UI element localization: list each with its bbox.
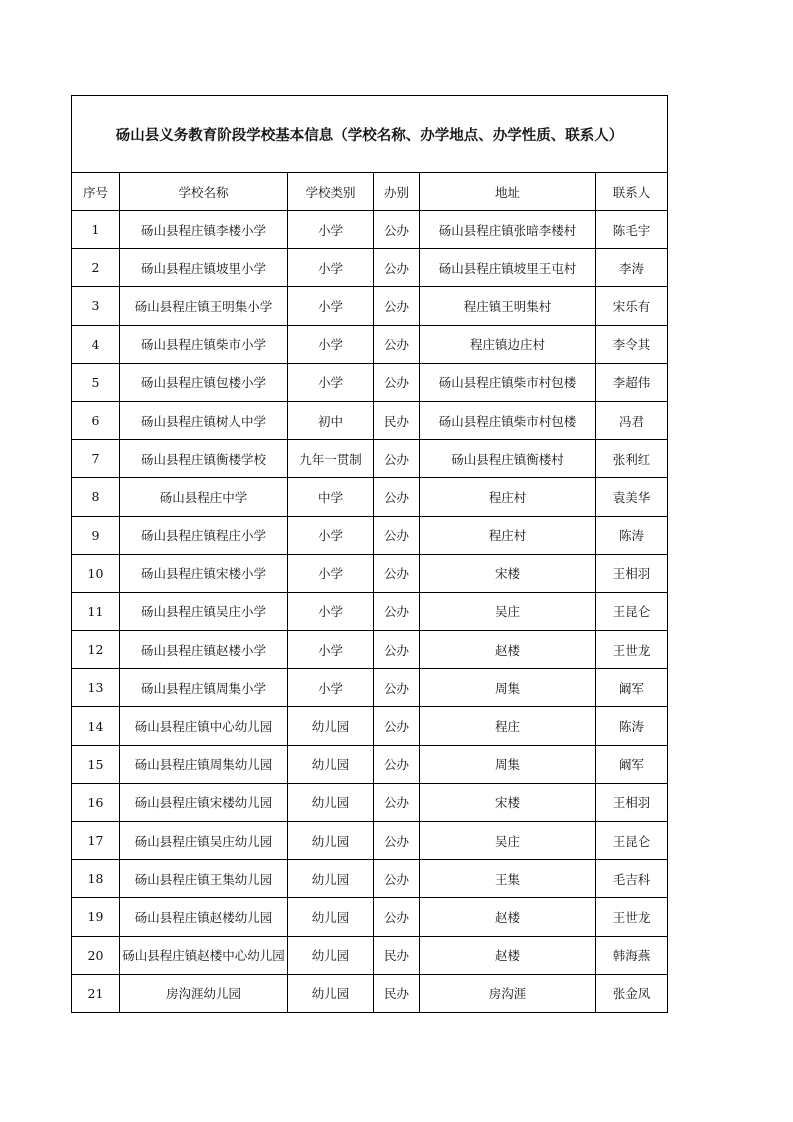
table-row [72,974,668,1012]
cell-school-name: 砀山县程庄镇中心幼儿园 [120,707,288,745]
cell-school-type: 中学 [288,478,374,516]
cell-contact: 陈毛宇 [596,211,668,249]
cell-school-type: 幼儿园 [288,783,374,821]
cell-contact: 毛吉科 [596,860,668,898]
table-row [72,440,668,478]
cell-no: 13 [72,669,120,707]
cell-no: 8 [72,478,120,516]
cell-address: 砀山县程庄镇柴市村包楼 [420,363,596,401]
cell-school-type: 小学 [288,669,374,707]
table-row [72,631,668,669]
cell-run-type: 民办 [374,974,420,1012]
cell-school-name: 砀山县程庄镇赵楼中心幼儿园 [120,936,288,974]
table-row [72,401,668,439]
cell-run-type: 公办 [374,592,420,630]
cell-address: 赵楼 [420,936,596,974]
cell-run-type: 民办 [374,936,420,974]
table-row [72,669,668,707]
cell-school-name: 砀山县程庄镇树人中学 [120,401,288,439]
cell-school-name: 砀山县程庄镇周集小学 [120,669,288,707]
cell-run-type: 公办 [374,669,420,707]
cell-school-name: 砀山县程庄镇赵楼幼儿园 [120,898,288,936]
header-address: 地址 [420,173,596,211]
cell-contact: 袁美华 [596,478,668,516]
cell-contact: 王世龙 [596,631,668,669]
cell-no: 16 [72,783,120,821]
cell-address: 程庄 [420,707,596,745]
cell-school-type: 幼儿园 [288,860,374,898]
cell-no: 1 [72,211,120,249]
header-contact: 联系人 [596,173,668,211]
cell-school-type: 小学 [288,363,374,401]
cell-address: 砀山县程庄镇柴市村包楼 [420,401,596,439]
cell-address: 周集 [420,669,596,707]
cell-address: 吴庄 [420,592,596,630]
school-info-sheet [71,95,667,1013]
cell-no: 21 [72,974,120,1012]
cell-run-type: 公办 [374,554,420,592]
cell-contact: 阚军 [596,669,668,707]
cell-address: 吴庄 [420,822,596,860]
cell-no: 4 [72,325,120,363]
table-row [72,249,668,287]
cell-run-type: 公办 [374,478,420,516]
cell-contact: 陈涛 [596,516,668,554]
cell-run-type: 公办 [374,860,420,898]
cell-school-type: 小学 [288,516,374,554]
cell-no: 15 [72,745,120,783]
table-row [72,516,668,554]
header-type: 学校类别 [288,173,374,211]
cell-contact: 王相羽 [596,783,668,821]
cell-run-type: 公办 [374,325,420,363]
cell-contact: 冯君 [596,401,668,439]
cell-contact: 王世龙 [596,898,668,936]
cell-contact: 王昆仑 [596,592,668,630]
cell-no: 6 [72,401,120,439]
cell-school-name: 砀山县程庄镇柴市小学 [120,325,288,363]
cell-school-type: 小学 [288,211,374,249]
cell-school-name: 砀山县程庄中学 [120,478,288,516]
cell-address: 程庄村 [420,478,596,516]
cell-school-name: 砀山县程庄镇赵楼小学 [120,631,288,669]
cell-run-type: 公办 [374,211,420,249]
table-row [72,211,668,249]
cell-school-name: 砀山县程庄镇王明集小学 [120,287,288,325]
table-row [72,783,668,821]
school-info-table [71,95,668,1013]
header-run: 办别 [374,173,420,211]
cell-address: 砀山县程庄镇坡里王屯村 [420,249,596,287]
cell-address: 王集 [420,860,596,898]
table-row [72,287,668,325]
cell-run-type: 公办 [374,440,420,478]
cell-contact: 李令其 [596,325,668,363]
cell-address: 房沟涯 [420,974,596,1012]
table-row [72,745,668,783]
cell-contact: 王昆仑 [596,822,668,860]
cell-address: 砀山县程庄镇衡楼村 [420,440,596,478]
cell-school-type: 小学 [288,325,374,363]
cell-school-name: 砀山县程庄镇吴庄小学 [120,592,288,630]
cell-no: 17 [72,822,120,860]
cell-school-type: 小学 [288,554,374,592]
cell-school-type: 幼儿园 [288,745,374,783]
cell-school-name: 砀山县程庄镇周集幼儿园 [120,745,288,783]
table-row [72,592,668,630]
table-row [72,707,668,745]
cell-address: 宋楼 [420,554,596,592]
table-row [72,478,668,516]
cell-address: 程庄镇边庄村 [420,325,596,363]
cell-run-type: 公办 [374,249,420,287]
cell-no: 18 [72,860,120,898]
cell-address: 砀山县程庄镇张暗李楼村 [420,211,596,249]
cell-school-type: 小学 [288,287,374,325]
cell-run-type: 公办 [374,898,420,936]
cell-school-name: 砀山县程庄镇衡楼学校 [120,440,288,478]
cell-contact: 陈涛 [596,707,668,745]
cell-address: 周集 [420,745,596,783]
cell-school-name: 砀山县程庄镇程庄小学 [120,516,288,554]
cell-school-name: 砀山县程庄镇包楼小学 [120,363,288,401]
cell-run-type: 民办 [374,401,420,439]
cell-school-type: 幼儿园 [288,898,374,936]
table-row [72,860,668,898]
cell-no: 19 [72,898,120,936]
cell-run-type: 公办 [374,287,420,325]
cell-no: 20 [72,936,120,974]
table-row [72,554,668,592]
cell-no: 12 [72,631,120,669]
cell-address: 赵楼 [420,898,596,936]
cell-no: 10 [72,554,120,592]
cell-school-type: 幼儿园 [288,707,374,745]
cell-no: 3 [72,287,120,325]
cell-contact: 张金凤 [596,974,668,1012]
table-row [72,325,668,363]
cell-contact: 阚军 [596,745,668,783]
cell-contact: 宋乐有 [596,287,668,325]
cell-contact: 李超伟 [596,363,668,401]
cell-school-type: 幼儿园 [288,974,374,1012]
cell-school-type: 九年一贯制 [288,440,374,478]
header-row [72,173,668,211]
cell-school-name: 砀山县程庄镇李楼小学 [120,211,288,249]
cell-school-name: 砀山县程庄镇吴庄幼儿园 [120,822,288,860]
cell-school-type: 小学 [288,631,374,669]
cell-run-type: 公办 [374,707,420,745]
cell-no: 7 [72,440,120,478]
cell-no: 2 [72,249,120,287]
cell-run-type: 公办 [374,363,420,401]
cell-run-type: 公办 [374,745,420,783]
cell-no: 5 [72,363,120,401]
cell-school-type: 幼儿园 [288,822,374,860]
cell-school-type: 初中 [288,401,374,439]
cell-contact: 张利红 [596,440,668,478]
cell-no: 11 [72,592,120,630]
cell-school-name: 砀山县程庄镇宋楼幼儿园 [120,783,288,821]
cell-school-type: 小学 [288,592,374,630]
table-title: 砀山县义务教育阶段学校基本信息（学校名称、办学地点、办学性质、联系人） [72,96,668,173]
cell-run-type: 公办 [374,783,420,821]
cell-school-name: 房沟涯幼儿园 [120,974,288,1012]
cell-school-name: 砀山县程庄镇王集幼儿园 [120,860,288,898]
cell-address: 程庄村 [420,516,596,554]
cell-school-name: 砀山县程庄镇坡里小学 [120,249,288,287]
table-body [72,211,668,1013]
cell-address: 程庄镇王明集村 [420,287,596,325]
cell-address: 赵楼 [420,631,596,669]
cell-no: 14 [72,707,120,745]
cell-school-type: 幼儿园 [288,936,374,974]
cell-contact: 王相羽 [596,554,668,592]
cell-run-type: 公办 [374,631,420,669]
cell-contact: 韩海燕 [596,936,668,974]
cell-school-type: 小学 [288,249,374,287]
cell-run-type: 公办 [374,822,420,860]
cell-run-type: 公办 [374,516,420,554]
cell-no: 9 [72,516,120,554]
cell-contact: 李涛 [596,249,668,287]
table-row [72,898,668,936]
table-row [72,822,668,860]
table-row [72,936,668,974]
table-row [72,363,668,401]
cell-address: 宋楼 [420,783,596,821]
header-name: 学校名称 [120,173,288,211]
header-no: 序号 [72,173,120,211]
cell-school-name: 砀山县程庄镇宋楼小学 [120,554,288,592]
